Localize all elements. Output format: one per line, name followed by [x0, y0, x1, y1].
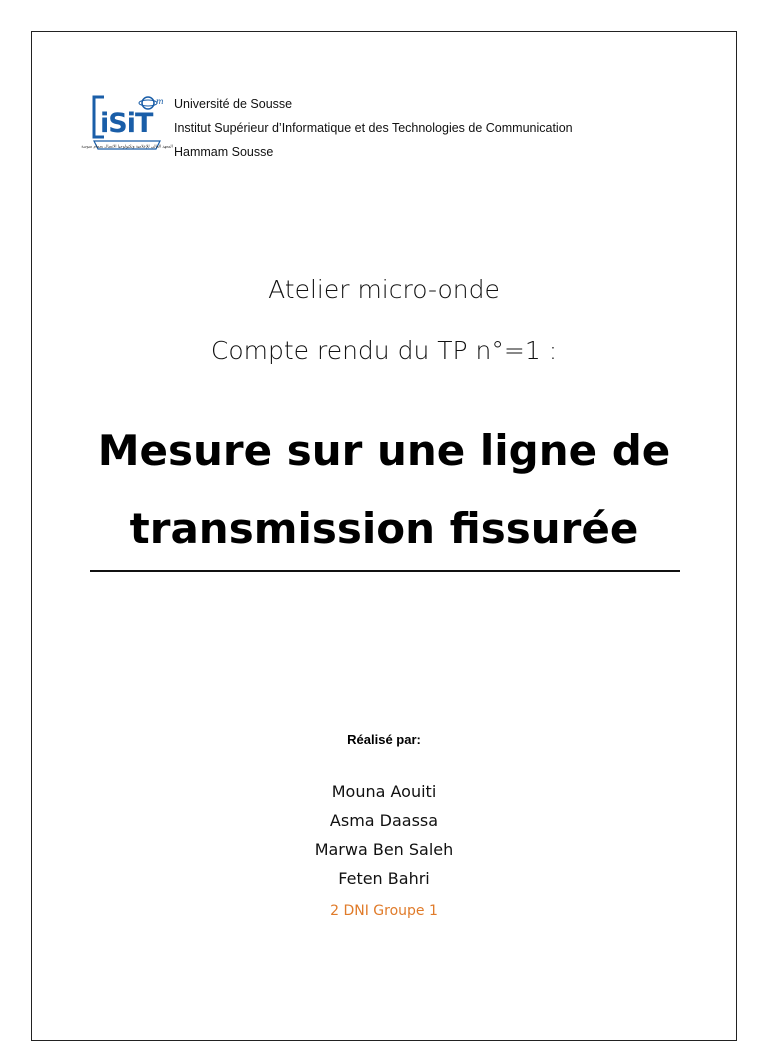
isitcom-logo: [81, 93, 173, 155]
authors-heading: Réalisé par:: [347, 732, 421, 747]
svg-text:iSiT: iSiT: [100, 108, 153, 139]
institute-city: Hammam Sousse: [174, 145, 274, 159]
title-line-1: Mesure sur une ligne de: [97, 426, 671, 475]
author-name: Marwa Ben Saleh: [314, 840, 454, 859]
institution-header: [174, 92, 573, 164]
author-name: Mouna Aouiti: [331, 782, 437, 801]
svg-text:المعهد العالي للإعلامية وتكنول: المعهد العالي للإعلامية وتكنولوجيا الاتصال بحمام سوسة: [81, 143, 173, 149]
university-name: Université de Sousse: [174, 97, 293, 111]
svg-text:m: m: [156, 97, 164, 106]
course-name: Atelier micro-onde: [268, 275, 500, 304]
author-name: Asma Daassa: [329, 811, 439, 830]
title-line-2: transmission fissurée: [129, 504, 639, 553]
document-title: [0, 412, 768, 568]
title-divider: [90, 570, 680, 572]
institute-name: Institut Supérieur d’Informatique et des Technologies de Communication: [174, 121, 573, 135]
group-label: 2 DNI Groupe 1: [330, 903, 438, 919]
report-label: Compte rendu du TP n°=1 :: [210, 336, 558, 365]
author-name: Feten Bahri: [338, 869, 430, 888]
author-list: [0, 777, 768, 893]
